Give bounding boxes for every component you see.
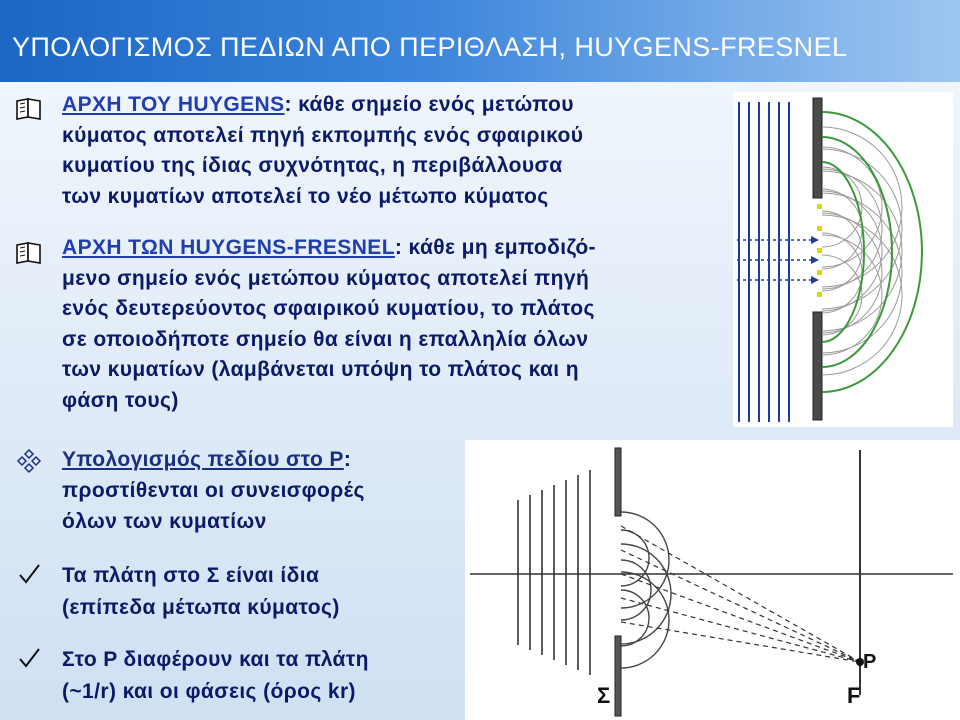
field-calculation-heading: Υπολογισμός πεδίου στο P bbox=[62, 448, 344, 471]
text-line: Τα πλάτη στο Σ είναι ίδια bbox=[62, 564, 320, 587]
text-line: όλων των κυματίων bbox=[62, 510, 267, 533]
slide-title: ΥΠΟΛΟΓΙΣΜΟΣ ΠΕΔΙΩΝ ΑΠΟ ΠΕΡΙΘΛΑΣΗ, HUYGENS-FRESNEL bbox=[12, 32, 848, 62]
checkmark-icon bbox=[16, 645, 42, 671]
text-line bbox=[62, 233, 596, 264]
text-line: Στο P διαφέρουν και τα πλάτη bbox=[62, 648, 369, 671]
text-line: σε οποιοδήποτε σημείο θα είναι η επαλληλία όλων bbox=[62, 327, 589, 351]
text-line: ενός δευτερεύοντος σφαιρικού κυματίου, το πλάτος bbox=[62, 297, 595, 320]
title-bar bbox=[0, 0, 960, 82]
text-line: κύματος αποτελεί πηγή εκπομπής ενός σφαιρικού bbox=[62, 123, 584, 147]
text-line: (~1/r) και οι φάσεις (όρος kr) bbox=[62, 680, 356, 703]
text-line: : κάθε μη εμποδιζό- bbox=[394, 236, 596, 259]
huygens-fresnel-heading: ΑΡΧΗ ΤΩΝ HUYGENS-FRESNEL bbox=[62, 236, 395, 259]
field-calculation-text bbox=[62, 444, 365, 537]
aperture-label: Σ bbox=[597, 683, 611, 708]
text-line: των κυματίων αποτελεί το νέο μέτωπο κύματος bbox=[62, 184, 549, 208]
book-icon bbox=[14, 237, 44, 267]
text-line: κυματίου της ίδιας συχνότητας, η περιβάλλουσα bbox=[62, 154, 563, 177]
text-line: προστίθενται οι συνεισφορές bbox=[62, 479, 365, 502]
huygens-principle-heading: ΑΡΧΗ ΤΟΥ HUYGENS bbox=[62, 93, 285, 116]
amplitudes-equal-text bbox=[62, 560, 340, 624]
screen-label: F bbox=[847, 683, 861, 708]
amplitudes-differ-text bbox=[62, 644, 369, 708]
text-line bbox=[62, 90, 583, 121]
text-line: των κυματίων (λαμβάνεται υπόψη το πλάτος και η bbox=[62, 358, 579, 381]
huygens-fresnel-principle-text bbox=[62, 233, 596, 416]
point-label: P bbox=[863, 651, 877, 673]
book-icon bbox=[14, 93, 44, 123]
huygens-principle-text bbox=[62, 90, 583, 212]
fresnel-diffraction-diagram bbox=[465, 440, 960, 720]
text-line: : κάθε σημείο ενός μετώπου bbox=[284, 93, 574, 116]
text-line: φάση τους) bbox=[62, 388, 179, 412]
text-line: (επίπεδα μέτωπα κύματος) bbox=[62, 596, 340, 619]
text-line: μενο σημείο ενός μετώπου κύματος αποτελεί πηγή bbox=[62, 266, 590, 290]
diamond-cluster-icon bbox=[16, 448, 42, 474]
huygens-wavelets-diagram bbox=[733, 92, 953, 427]
text-line bbox=[62, 444, 365, 475]
text-line: : bbox=[343, 448, 352, 471]
checkmark-icon bbox=[16, 561, 42, 587]
